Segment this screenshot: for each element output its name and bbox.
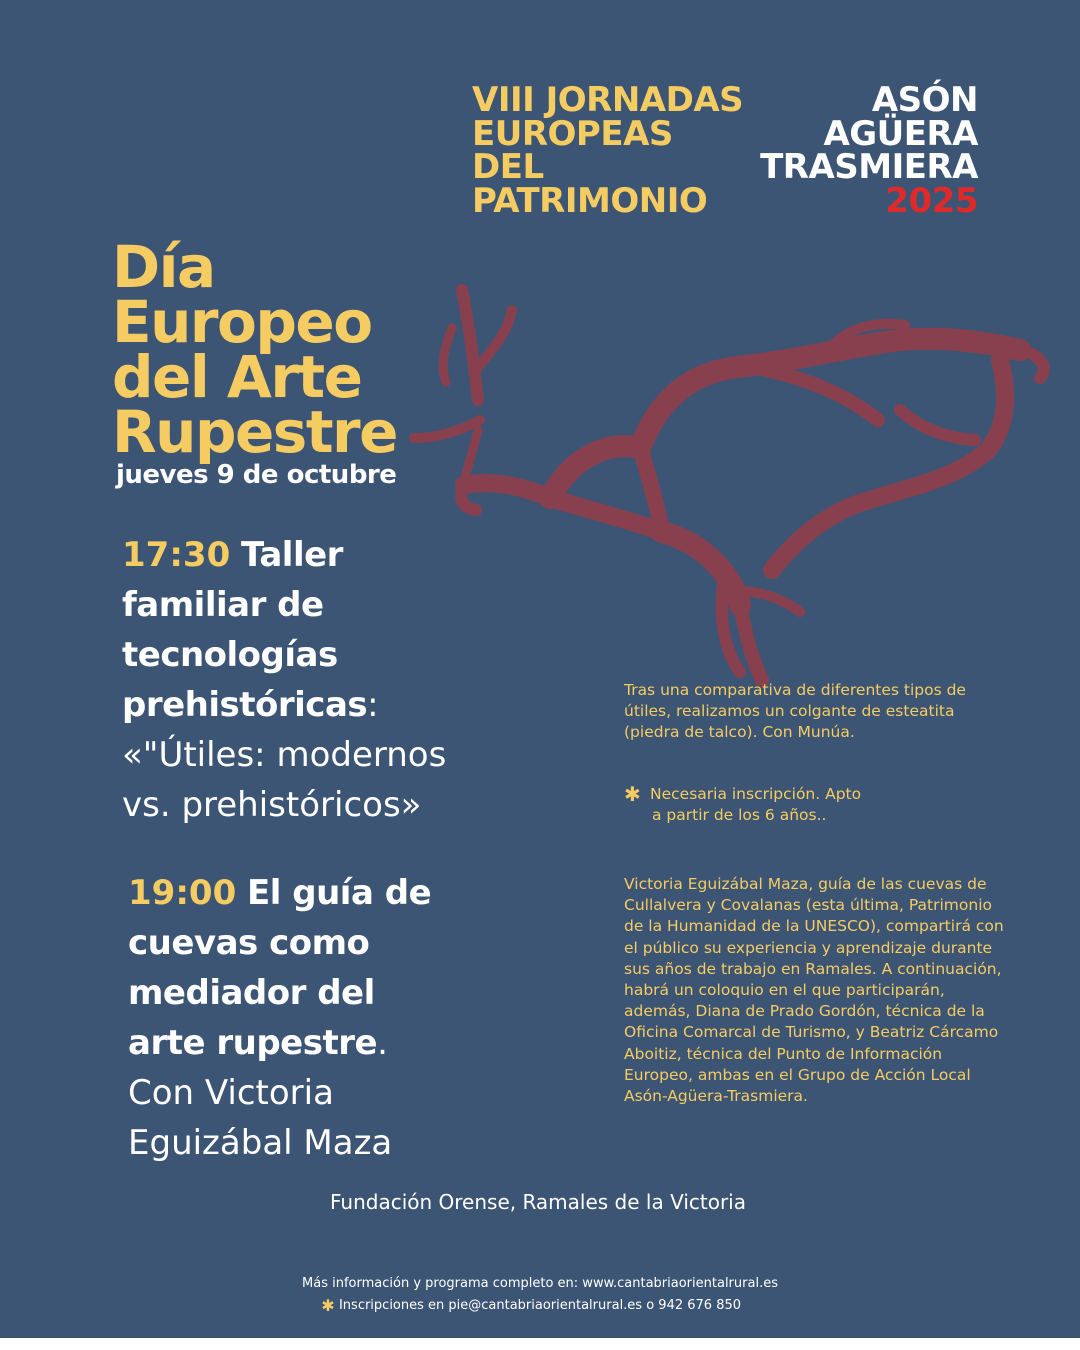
- event-1-title: tecnologías: [122, 635, 338, 675]
- event-2-title-punctuation: .: [377, 1023, 388, 1063]
- event-1-subtitle: «"Útiles: modernos: [122, 735, 447, 775]
- inscriptions-text: Inscripciones en pie@cantabriaorientalrural.es o 942 676 850: [338, 1298, 742, 1313]
- event-2-subtitle: Con Victoria: [128, 1073, 334, 1113]
- event-2-title: mediador del: [128, 973, 375, 1013]
- series-line: VIII JORNADAS: [472, 80, 744, 120]
- event-1: [122, 530, 592, 830]
- event-2-title: cuevas como: [128, 923, 370, 963]
- more-info-text: Más información y programa completo en: www.cantabriaorientalrural.es: [302, 1276, 778, 1291]
- event-2-description: Victoria Eguizábal Maza, guía de las cuevas de Cullalvera y Covalanas (esta última, Patrimonio de la Humanidad de la UNESCO), compartirá con el público su experiencia y aprendizaje durante sus años de trabajo en Ramales. A continuación, habrá un coloquio en el que participarán, además, Diana de Prado Gordón, técnica de la Oficina Comarcal de Turismo, y Beatriz Cárcamo Aboitiz, técnica del Punto de Información Europeo, ambas en el Grupo de Acción Local Asón-Agüera-Trasmiera.: [624, 875, 1004, 1106]
- title-line: Rupestre: [112, 398, 397, 466]
- asterisk-icon: ✱: [624, 782, 641, 806]
- edition-year: 2025: [885, 180, 978, 221]
- event-1-description: Tras una comparativa de diferentes tipos de útiles, realizamos un colgante de esteatita (piedra de talco). Con Munúa.: [624, 681, 966, 742]
- event-2-time: 19:00: [128, 873, 237, 913]
- region-line: AGÜERA: [823, 113, 978, 154]
- event-1-note-text: Necesaria inscripción. Apto: [650, 785, 862, 803]
- event-2-subtitle: Eguizábal Maza: [128, 1123, 393, 1163]
- region-title: [678, 80, 978, 221]
- event-1-title: prehistóricas: [122, 685, 368, 725]
- event-1-subtitle: vs. prehistóricos»: [122, 785, 422, 825]
- asterisk-icon: ✱: [321, 1296, 335, 1315]
- event-1-title: Taller: [241, 535, 343, 575]
- title-line: Europeo: [112, 288, 372, 356]
- event-2-title: arte rupestre: [128, 1023, 378, 1063]
- venue: Fundación Orense, Ramales de la Victoria: [329, 1190, 746, 1214]
- event-2-title: El guía de: [247, 873, 432, 913]
- inscriptions-info: [0, 1296, 1058, 1315]
- main-title: [112, 233, 672, 466]
- title-line: Día: [112, 233, 215, 301]
- title-line: del Arte: [112, 343, 362, 411]
- event-1-title: familiar de: [122, 585, 324, 625]
- event-date: jueves 9 de octubre: [116, 460, 397, 490]
- series-line: PATRIMONIO: [472, 180, 708, 221]
- region-line: TRASMIERA: [760, 147, 978, 187]
- event-1-note: [624, 784, 944, 826]
- region-line: ASÓN: [871, 80, 978, 120]
- series-line: DEL: [472, 147, 544, 187]
- series-line: EUROPEAS: [472, 113, 673, 154]
- event-2: [128, 868, 598, 1168]
- event-1-title-punctuation: :: [367, 685, 379, 725]
- event-1-time: 17:30: [122, 535, 231, 575]
- event-1-note-text: a partir de los 6 años..: [652, 806, 827, 825]
